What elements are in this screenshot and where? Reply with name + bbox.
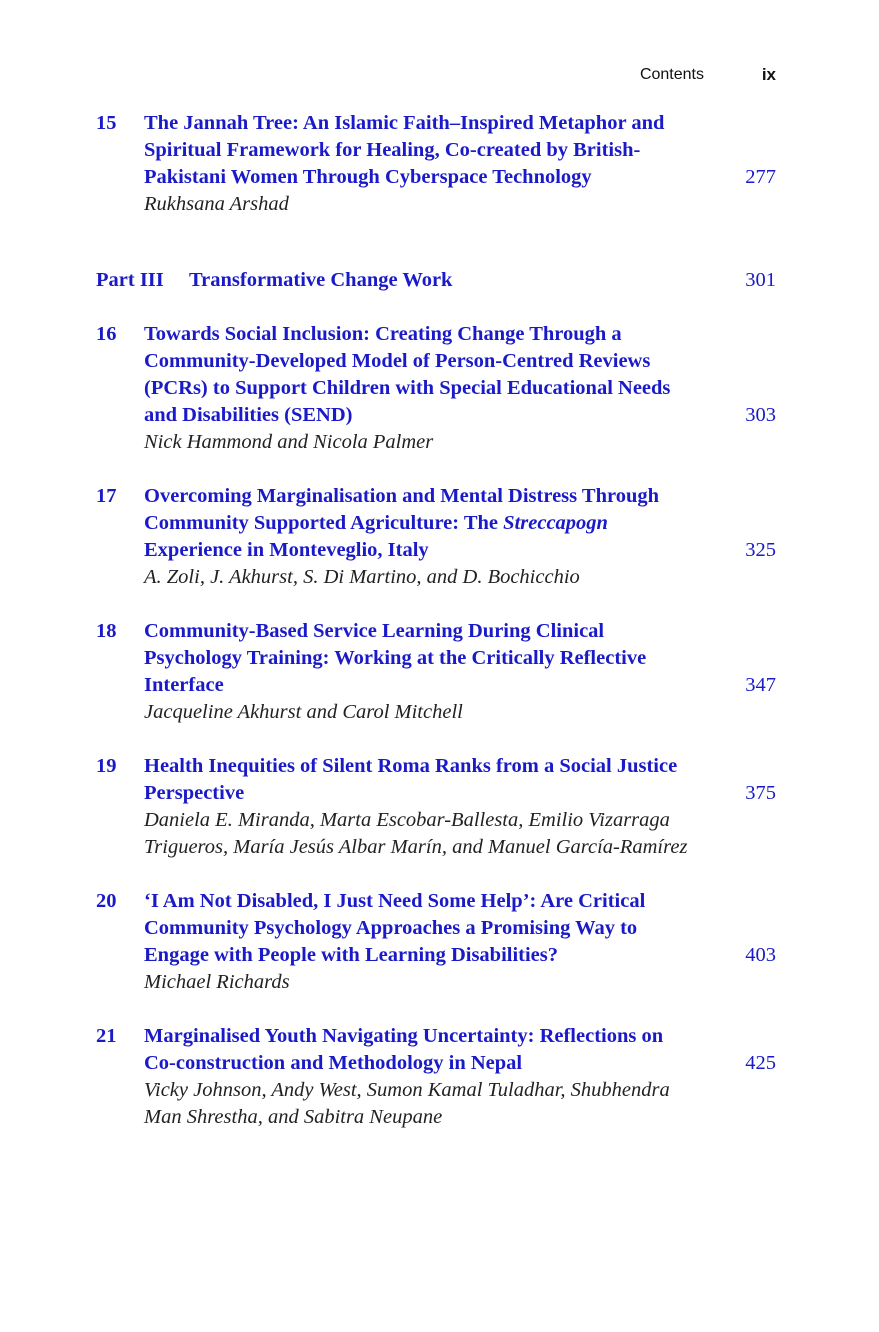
chapter-title-block[interactable] — [144, 888, 724, 996]
chapter-title-block[interactable] — [144, 483, 724, 591]
chapter-title-line[interactable]: ‘I Am Not Disabled, I Just Need Some Help’: Are Critical — [144, 890, 646, 912]
part-label: Part III — [96, 269, 164, 291]
chapter-title-line[interactable]: Community Supported Agriculture: The Streccapogn — [144, 512, 608, 534]
chapter-number: 21 — [96, 1025, 117, 1047]
chapter-authors: Daniela E. Miranda, Marta Escobar-Ballesta, Emilio Vizarraga — [144, 809, 670, 831]
chapter-number: 18 — [96, 620, 117, 642]
chapter-number: 15 — [96, 112, 117, 134]
chapter-title-line[interactable]: Towards Social Inclusion: Creating Change Through a — [144, 323, 622, 345]
running-head-section: Contents — [639, 66, 704, 83]
chapter-number: 17 — [96, 485, 117, 507]
chapter-title-line[interactable]: Community Psychology Approaches a Promising Way to — [144, 917, 638, 939]
chapter-title-block[interactable] — [144, 618, 724, 726]
chapter-title-line[interactable]: Engage with People with Learning Disabilities? — [144, 944, 559, 966]
chapter-page-number[interactable]: 347 — [745, 674, 776, 696]
chapter-title-line[interactable]: Health Inequities of Silent Roma Ranks from a Social Justice — [144, 755, 678, 777]
chapter-number: 19 — [96, 755, 117, 777]
chapter-number: 20 — [96, 890, 117, 912]
chapter-title-line[interactable]: Co-construction and Methodology in Nepal — [144, 1052, 523, 1074]
chapter-authors: Trigueros, María Jesús Albar Marín, and Manuel García-Ramírez — [144, 836, 688, 858]
chapter-page-number[interactable]: 325 — [745, 539, 776, 561]
chapter-authors: A. Zoli, J. Akhurst, S. Di Martino, and D. Bochicchio — [144, 566, 580, 588]
chapter-authors: Nick Hammond and Nicola Palmer — [144, 431, 434, 453]
chapter-title-line[interactable]: Perspective — [144, 782, 245, 804]
chapter-number: 16 — [96, 323, 117, 345]
chapter-title-line[interactable]: Pakistani Women Through Cyberspace Technology — [144, 166, 592, 188]
chapter-title-line[interactable]: Overcoming Marginalisation and Mental Distress Through — [144, 485, 660, 507]
chapter-title-line[interactable]: Community-Based Service Learning During Clinical — [144, 620, 605, 642]
chapter-page-number[interactable]: 403 — [745, 944, 776, 966]
chapter-title-line[interactable]: Spiritual Framework for Healing, Co-created by British- — [144, 139, 641, 161]
chapter-authors: Man Shrestha, and Sabitra Neupane — [144, 1106, 443, 1128]
running-head — [96, 63, 776, 87]
chapter-authors: Rukhsana Arshad — [144, 193, 289, 215]
running-head-page-number: ix — [761, 65, 776, 84]
chapter-title-line[interactable]: The Jannah Tree: An Islamic Faith–Inspired Metaphor and — [144, 112, 665, 134]
chapter-page-number[interactable]: 425 — [745, 1052, 776, 1074]
part-page-number[interactable]: 301 — [745, 269, 776, 291]
chapter-page-number[interactable]: 375 — [745, 782, 776, 804]
chapter-authors: Vicky Johnson, Andy West, Sumon Kamal Tuladhar, Shubhendra — [144, 1079, 670, 1101]
chapter-title-block[interactable] — [144, 753, 724, 861]
chapter-title-line[interactable]: Interface — [144, 674, 224, 696]
chapter-authors: Michael Richards — [144, 971, 290, 993]
chapter-title-line[interactable]: Psychology Training: Working at the Critically Reflective — [144, 647, 647, 669]
chapter-title-line[interactable]: and Disabilities (SEND) — [144, 404, 353, 426]
chapter-title-block[interactable] — [144, 110, 724, 218]
chapter-page-number[interactable]: 277 — [745, 166, 776, 188]
chapter-title-block[interactable] — [144, 321, 724, 456]
chapter-page-number[interactable]: 303 — [745, 404, 776, 426]
chapter-title-line[interactable]: Community-Developed Model of Person-Centred Reviews — [144, 350, 651, 372]
chapter-authors: Jacqueline Akhurst and Carol Mitchell — [144, 701, 463, 723]
part-title[interactable]: Transformative Change Work — [189, 269, 453, 291]
chapter-title-line[interactable]: (PCRs) to Support Children with Special Educational Needs — [144, 377, 671, 399]
chapter-title-line[interactable]: Experience in Monteveglio, Italy — [144, 539, 429, 561]
italic-title-word: Streccapogn — [503, 512, 608, 534]
chapter-title-block[interactable] — [144, 1023, 724, 1131]
chapter-title-line[interactable]: Marginalised Youth Navigating Uncertainty: Reflections on — [144, 1025, 664, 1047]
